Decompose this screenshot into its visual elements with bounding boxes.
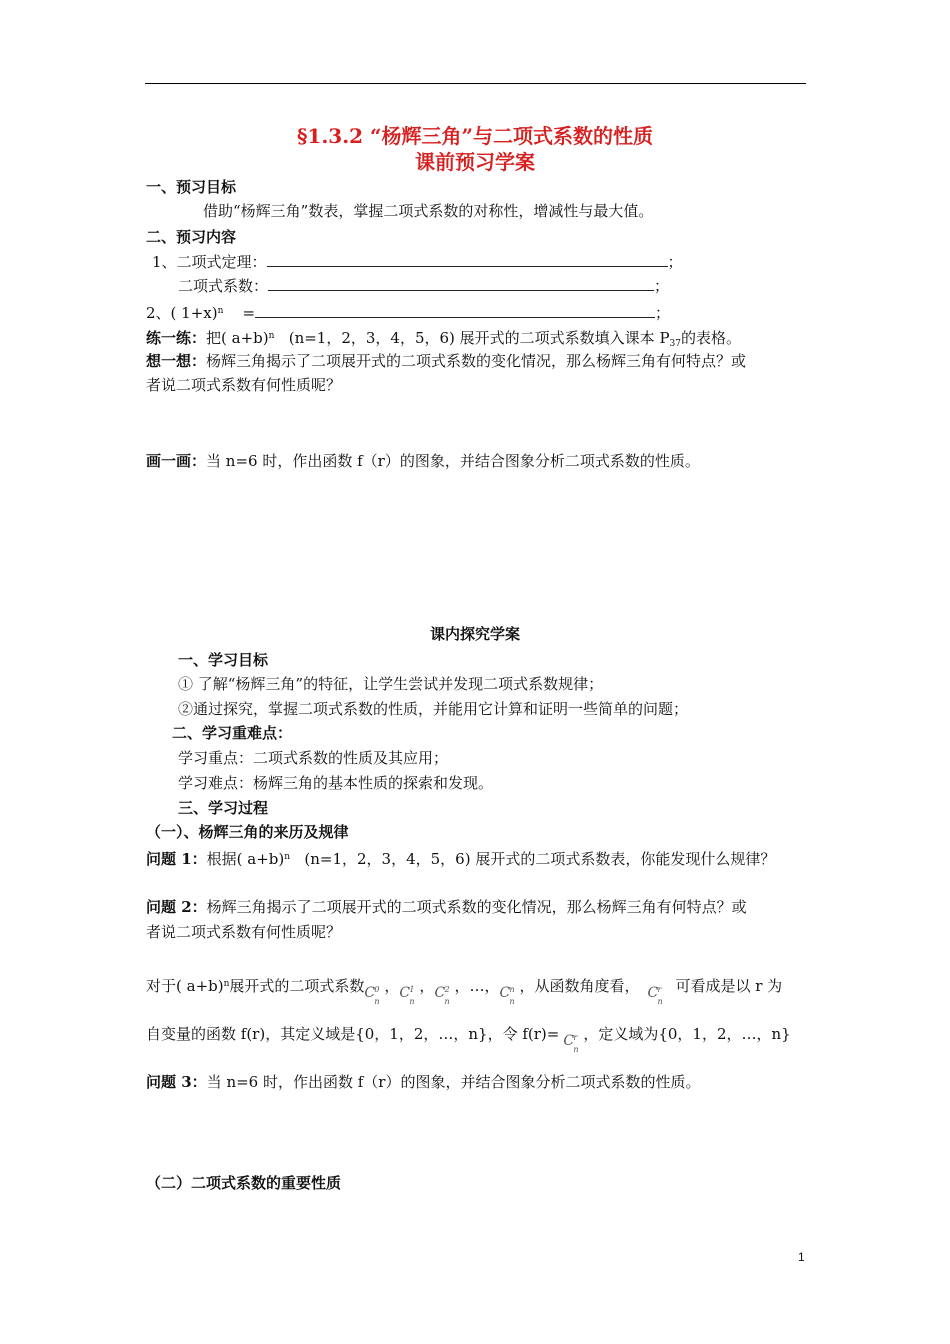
item-binomial-coefficient-label: 二项式系数： bbox=[178, 277, 269, 295]
separator: ， bbox=[419, 977, 435, 995]
binom-c-n-2 bbox=[434, 983, 454, 1006]
ellipsis: ，…， bbox=[454, 977, 500, 995]
draw-text: 当 n=6 时，作出函数 f（r）的图象，并结合图象分析二项式系数的性质。 bbox=[206, 452, 700, 470]
practice-text-a: 把( a+b) bbox=[206, 329, 269, 347]
item-expansion bbox=[146, 301, 670, 323]
function-view-text-d: 可看成是以 r 为 bbox=[675, 977, 783, 995]
question-1 bbox=[146, 847, 775, 869]
draw-heading: 画一画： bbox=[146, 452, 207, 470]
binom-subscript: n bbox=[573, 1045, 579, 1054]
binom-symbol: C bbox=[499, 985, 511, 1001]
domain-text-a: 自变量的函数 f(r)，其定义域是{0，1，2，…，n}，令 f(r)= bbox=[146, 1025, 560, 1043]
question-3-heading: 问题 3： bbox=[146, 1073, 207, 1091]
binom-symbol: C bbox=[364, 985, 376, 1001]
binom-c-n-n bbox=[499, 983, 519, 1006]
item-binomial-coefficient bbox=[178, 276, 669, 296]
section-preview-goal-heading: 一、预习目标 bbox=[146, 178, 237, 196]
function-view-text-a: 对于( a+b) bbox=[146, 977, 224, 995]
function-view-exponent: n bbox=[223, 979, 230, 989]
think-heading: 想一想： bbox=[146, 352, 207, 370]
exponent-n: n bbox=[217, 306, 224, 316]
top-rule bbox=[145, 83, 806, 84]
question-1-text-a: 根据( a+b) bbox=[206, 850, 285, 868]
draw-paragraph bbox=[146, 451, 700, 471]
key-points-heading: 二、学习重难点： bbox=[172, 724, 293, 742]
learning-process-heading: 三、学习过程 bbox=[178, 799, 269, 817]
practice-exponent: n bbox=[268, 331, 275, 341]
practice-text-b: (n=1，2，3，4，5，6) 展开式的二项式系数填入课本 P bbox=[288, 329, 670, 347]
page-subtitle: 课前预习学案 bbox=[415, 150, 535, 174]
function-view-text-b: 展开式的二项式系数 bbox=[229, 977, 365, 995]
blank-binomial-theorem[interactable] bbox=[267, 253, 668, 267]
binom-symbol: C bbox=[434, 985, 446, 1001]
binom-subscript: n bbox=[374, 997, 380, 1006]
item-binomial-coefficient-end: ； bbox=[654, 277, 670, 295]
question-1-heading: 问题 1： bbox=[146, 850, 207, 868]
binom-superscript: n bbox=[509, 985, 515, 994]
item-binomial-theorem bbox=[152, 252, 683, 272]
item-expansion-label: 2、( 1+x) bbox=[146, 304, 218, 322]
binom-c-n-r bbox=[647, 983, 667, 1006]
section-preview-content-heading: 二、预习内容 bbox=[146, 228, 237, 246]
learning-goal-item-1: ① 了解“杨辉三角”的特征，让学生尝试并发现二项式系数规律； bbox=[178, 675, 604, 693]
binom-superscript: r bbox=[573, 1033, 578, 1042]
function-view-text-c: ，从函数角度看， bbox=[519, 977, 640, 995]
domain-paragraph bbox=[146, 1024, 791, 1054]
separator: ， bbox=[384, 977, 400, 995]
learning-goal-item-2: ②通过探究，掌握二项式系数的性质，并能用它计算和证明一些简单的问题； bbox=[178, 700, 689, 718]
page-title: §1.3.2 “杨辉三角”与二项式系数的性质 bbox=[296, 124, 654, 148]
binom-subscript: n bbox=[444, 997, 450, 1006]
question-2-heading: 问题 2： bbox=[146, 898, 207, 916]
binom-subscript: n bbox=[509, 997, 515, 1006]
practice-text-c: 的表格。 bbox=[681, 329, 742, 347]
item-expansion-end: ； bbox=[655, 304, 671, 322]
binom-c-n-r-def bbox=[563, 1031, 583, 1054]
blank-expansion[interactable] bbox=[255, 304, 655, 318]
equals-sign: = bbox=[242, 304, 256, 322]
question-3-text: 当 n=6 时，作出函数 f（r）的图象，并结合图象分析二项式系数的性质。 bbox=[206, 1073, 701, 1091]
binom-c-n-0 bbox=[364, 983, 384, 1006]
key-point-difficulty: 学习难点：杨辉三角的基本性质的探索和发现。 bbox=[178, 774, 494, 792]
binom-superscript: 1 bbox=[409, 985, 415, 994]
binom-superscript: r bbox=[657, 985, 662, 994]
question-2-text-line1: 杨辉三角揭示了二项展开式的二项式系数的变化情况，那么杨辉三角有何特点？或 bbox=[206, 898, 747, 916]
think-text-line1: 杨辉三角揭示了二项展开式的二项式系数的变化情况，那么杨辉三角有何特点？或 bbox=[206, 352, 747, 370]
binom-c-n-1 bbox=[399, 983, 419, 1006]
think-paragraph-line2: 者说二项式系数有何性质呢？ bbox=[146, 376, 342, 394]
binom-symbol: C bbox=[647, 985, 659, 1001]
question-2-line1 bbox=[146, 897, 747, 917]
question-1-exponent: n bbox=[284, 852, 291, 862]
binom-subscript: n bbox=[409, 997, 415, 1006]
learning-goal-heading: 一、学习目标 bbox=[178, 651, 269, 669]
part2-heading: 课内探究学案 bbox=[429, 625, 520, 643]
practice-heading: 练一练： bbox=[146, 329, 207, 347]
section-preview-goal-text: 借助“杨辉三角”数表，掌握二项式系数的对称性，增减性与最大值。 bbox=[203, 202, 654, 220]
practice-paragraph bbox=[146, 326, 741, 354]
question-3 bbox=[146, 1072, 700, 1092]
question-2-line2: 者说二项式系数有何性质呢？ bbox=[146, 923, 342, 941]
subsection-properties-heading: （二）二项式系数的重要性质 bbox=[146, 1174, 342, 1192]
binom-subscript: n bbox=[657, 997, 663, 1006]
binom-superscript: 2 bbox=[444, 985, 450, 994]
think-paragraph-line1 bbox=[146, 351, 746, 371]
subsection-origin-heading: （一）、杨辉三角的来历及规律 bbox=[146, 823, 349, 841]
binom-symbol: C bbox=[399, 985, 411, 1001]
item-binomial-theorem-label: 1、二项式定理： bbox=[152, 253, 267, 271]
domain-text-b: ，定义域为{0，1，2，…，n} bbox=[583, 1025, 791, 1043]
page-number: 1 bbox=[798, 1250, 805, 1264]
item-binomial-theorem-end: ； bbox=[667, 253, 683, 271]
blank-binomial-coefficient[interactable] bbox=[268, 277, 654, 291]
function-view-paragraph bbox=[146, 974, 783, 1006]
binom-symbol: C bbox=[563, 1033, 575, 1049]
practice-page-subscript: 37 bbox=[669, 339, 681, 349]
key-point-focus: 学习重点：二项式系数的性质及其应用； bbox=[178, 749, 449, 767]
binom-superscript: 0 bbox=[374, 985, 380, 994]
question-1-text-b: (n=1，2，3，4，5，6) 展开式的二项式系数表，你能发现什么规律？ bbox=[304, 850, 776, 868]
